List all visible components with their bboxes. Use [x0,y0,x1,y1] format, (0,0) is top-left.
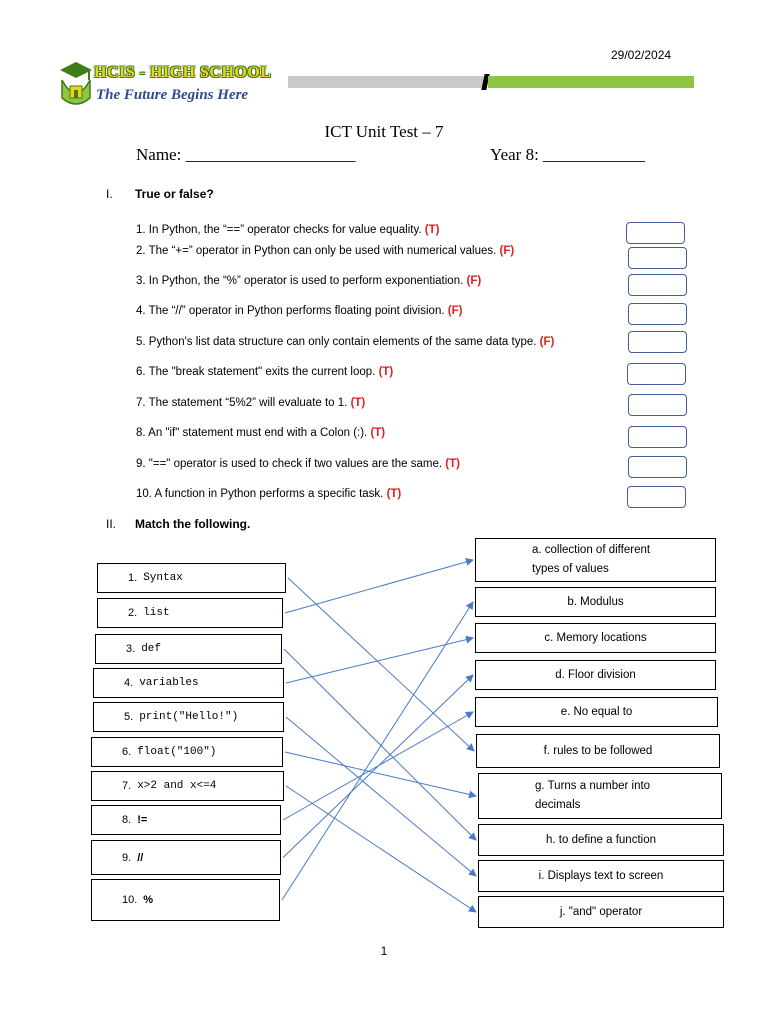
name-field: Name: ____________________ [136,145,356,164]
match-left-text: variables [139,677,199,689]
page-number: 1 [380,944,388,958]
match-right-text-line2: types of values [532,563,609,575]
match-left-number: 9. [122,851,132,864]
question-text: 4. The “//” operator in Python performs floating point division. [136,305,448,317]
connector-6-g [285,752,476,796]
question-text: 5. Python's list data structure can only contain elements of the same data type. [136,336,540,348]
section-2-title: Match the following. [135,517,251,531]
connector-4-c [286,638,473,683]
question-text: 3. In Python, the “%” operator is used to perform exponentiation. [136,275,467,287]
connector-10-b [282,602,473,900]
question-text: 8. An "if" statement must end with a Colon (:). [136,427,371,439]
question-answer: (F) [499,245,515,257]
question-answer: (T) [424,224,440,236]
match-left-number: 7. [122,780,132,792]
year-field: Year 8: ____________ [490,145,646,164]
match-left-text: != [137,814,148,826]
match-right-text: g. Turns a number into [535,780,651,792]
match-left-number: 6. [122,746,132,758]
question-text: 2. The “+=” operator in Python can only be used with numerical values. [136,245,500,257]
page-title: ICT Unit Test – 7 [324,122,444,141]
section-2-numeral: II. [106,517,117,531]
question-answer: (T) [370,427,386,439]
match-left-number: 8. [122,814,132,826]
match-left-text: Syntax [143,572,183,584]
section-1-title: True or false? [135,187,214,201]
question-text: 7. The statement “5%2” will evaluate to 1. [136,397,351,409]
match-left-text: float("100") [137,746,217,758]
match-right-text: f. rules to be followed [543,745,653,757]
question-answer: (T) [378,366,394,378]
match-left-number: 10. [122,894,138,906]
match-left-text: x>2 and x<=4 [137,780,217,792]
match-right-text: h. to define a function [546,834,656,846]
match-left-number: 3. [126,643,136,655]
question-answer: (F) [466,275,482,287]
match-right-text: c. Memory locations [544,632,647,644]
question-answer: (F) [447,305,463,317]
connector-2-a [285,560,473,613]
question-text: 10. A function in Python performs a specific task. [136,488,387,500]
match-left-text: list [143,607,170,619]
match-left-text: // [137,851,144,864]
question-text: 9. "==" operator is used to check if two values are the same. [136,458,446,470]
question-text: 1. In Python, the “==” operator checks for value equality. [136,224,425,236]
connector-5-i [286,717,476,876]
question-answer: (T) [386,488,402,500]
match-left-number: 2. [128,607,138,619]
match-right-text: b. Modulus [567,596,624,608]
match-left-number: 4. [124,677,134,689]
match-left-number: 5. [124,711,134,723]
section-1-numeral: I. [106,187,113,201]
match-right-text: a. collection of different [532,544,651,556]
match-right-text: i. Displays text to screen [538,870,664,882]
match-left-text: % [143,894,154,906]
school-name: HCIS - HIGH SCHOOL [94,64,272,81]
match-left-number: 1. [128,572,138,584]
date: 29/02/2024 [611,48,672,62]
match-right-text-line2: decimals [535,799,581,811]
match-right-text: j. "and" operator [559,906,643,918]
question-answer: (T) [445,458,460,470]
match-left-text: def [141,643,161,655]
connector-3-h [284,649,476,840]
school-tagline: The Future Begins Here [96,87,249,103]
match-right-text: d. Floor division [555,669,636,681]
question-answer: (F) [539,336,555,348]
question-text: 6. The "break statement" exits the current loop. [136,366,379,378]
connector-9-d [283,675,473,858]
match-right-text: e. No equal to [560,706,633,718]
match-left-text: print("Hello!") [139,711,239,723]
question-answer: (T) [350,397,366,409]
